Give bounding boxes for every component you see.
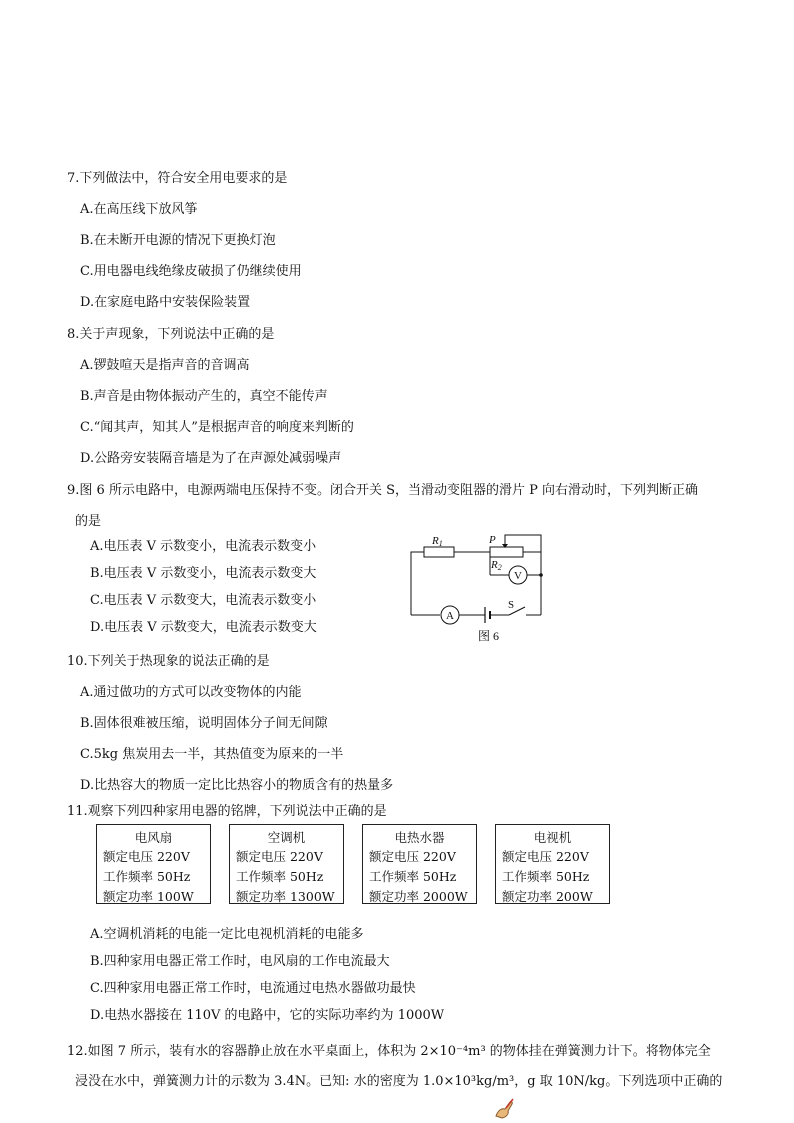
nameplate-voltage: 额定电压 220V [369,849,456,864]
question-10-option-a: A.通过做功的方式可以改变物体的内能 [80,685,302,700]
question-12-line-2: 浸没在水中，弹簧测力计的示数为 3.4N。已知: 水的密度为 1.0×10³kg/m³，g 取 10N/kg。下列选项中正确的 [75,1074,723,1089]
label-r2-sub: 2 [497,563,502,572]
question-7-option-c: C.用电器电线绝缘皮破损了仍继续使用 [80,264,302,279]
label-voltmeter: V [514,570,522,582]
question-8-option-d: D.公路旁安装隔音墙是为了在声源处减弱噪声 [80,451,342,466]
question-8-option-b: B.声音是由物体振动产生的，真空不能传声 [80,389,328,404]
nameplate-frequency: 工作频率 50Hz [369,869,457,884]
figure-caption: 图 6 [478,629,500,643]
nameplate-title: 电热水器 [394,830,445,845]
question-10-option-c: C.5kg 焦炭用去一半，其热值变为原来的一半 [80,747,344,762]
question-9-option-b: B.电压表 V 示数变小，电流表示数变大 [90,566,317,581]
junction-dot [539,573,543,577]
svg-text:R1 [431,535,443,548]
rheostat-r2 [490,547,523,557]
label-p: P [489,534,496,546]
resistor-r1 [424,547,454,557]
question-11-option-b: B.四种家用电器正常工作时，电风扇的工作电流最大 [90,954,390,969]
question-7-option-a: A.在高压线下放风筝 [80,202,198,217]
question-11-option-c: C.四种家用电器正常工作时，电流通过电热水器做功最快 [90,981,416,996]
nameplate-water-heater [362,824,477,904]
label-r1-sub: 1 [438,539,443,548]
nameplate-title: 电视机 [533,830,572,845]
question-8-stem: 8.关于声现象，下列说法中正确的是 [67,327,275,342]
nameplate-power: 额定功率 2000W [369,889,468,904]
nameplate-fan [96,824,211,904]
question-9-stem-line-1: 9.图 6 所示电路中，电源两端电压保持不变。闭合开关 S，当滑动变阻器的滑片 P 向右滑动时，下列判断正确 [67,483,698,498]
question-10-stem: 10.下列关于热现象的说法正确的是 [67,654,270,669]
question-9-option-d: D.电压表 V 示数变大，电流表示数变大 [90,620,317,635]
nameplate-frequency: 工作频率 50Hz [236,869,324,884]
nameplate-frequency: 工作频率 50Hz [502,869,590,884]
label-ammeter: A [446,610,454,622]
question-7-option-d: D.在家庭电路中安装保险装置 [80,295,251,310]
question-9-option-a: A.电压表 V 示数变小，电流表示数变小 [90,539,317,554]
nameplate-television [495,824,610,904]
hand-pen-icon [493,1096,517,1120]
nameplate-title: 电风扇 [134,830,173,845]
nameplate-title: 空调机 [267,830,306,845]
question-8-option-a: A.锣鼓喧天是指声音的音调高 [80,358,250,373]
question-11-stem: 11.观察下列四种家用电器的铭牌，下列说法中正确的是 [67,804,387,819]
question-7-option-b: B.在未断开电源的情况下更换灯泡 [80,233,276,248]
question-9-option-c: C.电压表 V 示数变大，电流表示数变小 [90,593,317,608]
question-9-stem-line-2: 的是 [75,514,102,529]
nameplate-voltage: 额定电压 220V [502,849,589,864]
nameplate-power: 额定功率 1300W [236,889,335,904]
label-r2: R [491,559,498,571]
circuit-diagram-figure-6 [405,530,555,648]
svg-text:R2 [490,559,502,572]
question-7-stem: 7.下列做法中，符合安全用电要求的是 [67,171,288,186]
question-11-option-d: D.电热水器接在 110V 的电路中，它的实际功率约为 1000W [90,1008,445,1023]
nameplate-voltage: 额定电压 220V [236,849,323,864]
nameplate-power: 额定功率 200W [502,889,593,904]
label-switch: S [508,599,515,611]
nameplate-power: 额定功率 100W [103,889,194,904]
nameplate-air-conditioner [229,824,344,904]
nameplate-voltage: 额定电压 220V [103,849,190,864]
question-10-option-d: D.比热容大的物质一定比比热容小的物质含有的热量多 [80,778,394,793]
nameplate-frequency: 工作频率 50Hz [103,869,191,884]
wire-left-top [411,552,424,615]
question-10-option-b: B.固体很难被压缩，说明固体分子间无间隙 [80,716,328,731]
label-r1: R [432,535,439,547]
question-11-option-a: A.空调机消耗的电能一定比电视机消耗的电能多 [90,927,364,942]
question-12-line-1: 12.如图 7 所示，装有水的容器静止放在水平桌面上，体积为 2×10⁻⁴m³ 的物体挂在弹簧测力计下。将物体完全 [67,1044,711,1059]
question-8-option-c: C.“闻其声，知其人”是根据声音的响度来判断的 [80,420,354,435]
